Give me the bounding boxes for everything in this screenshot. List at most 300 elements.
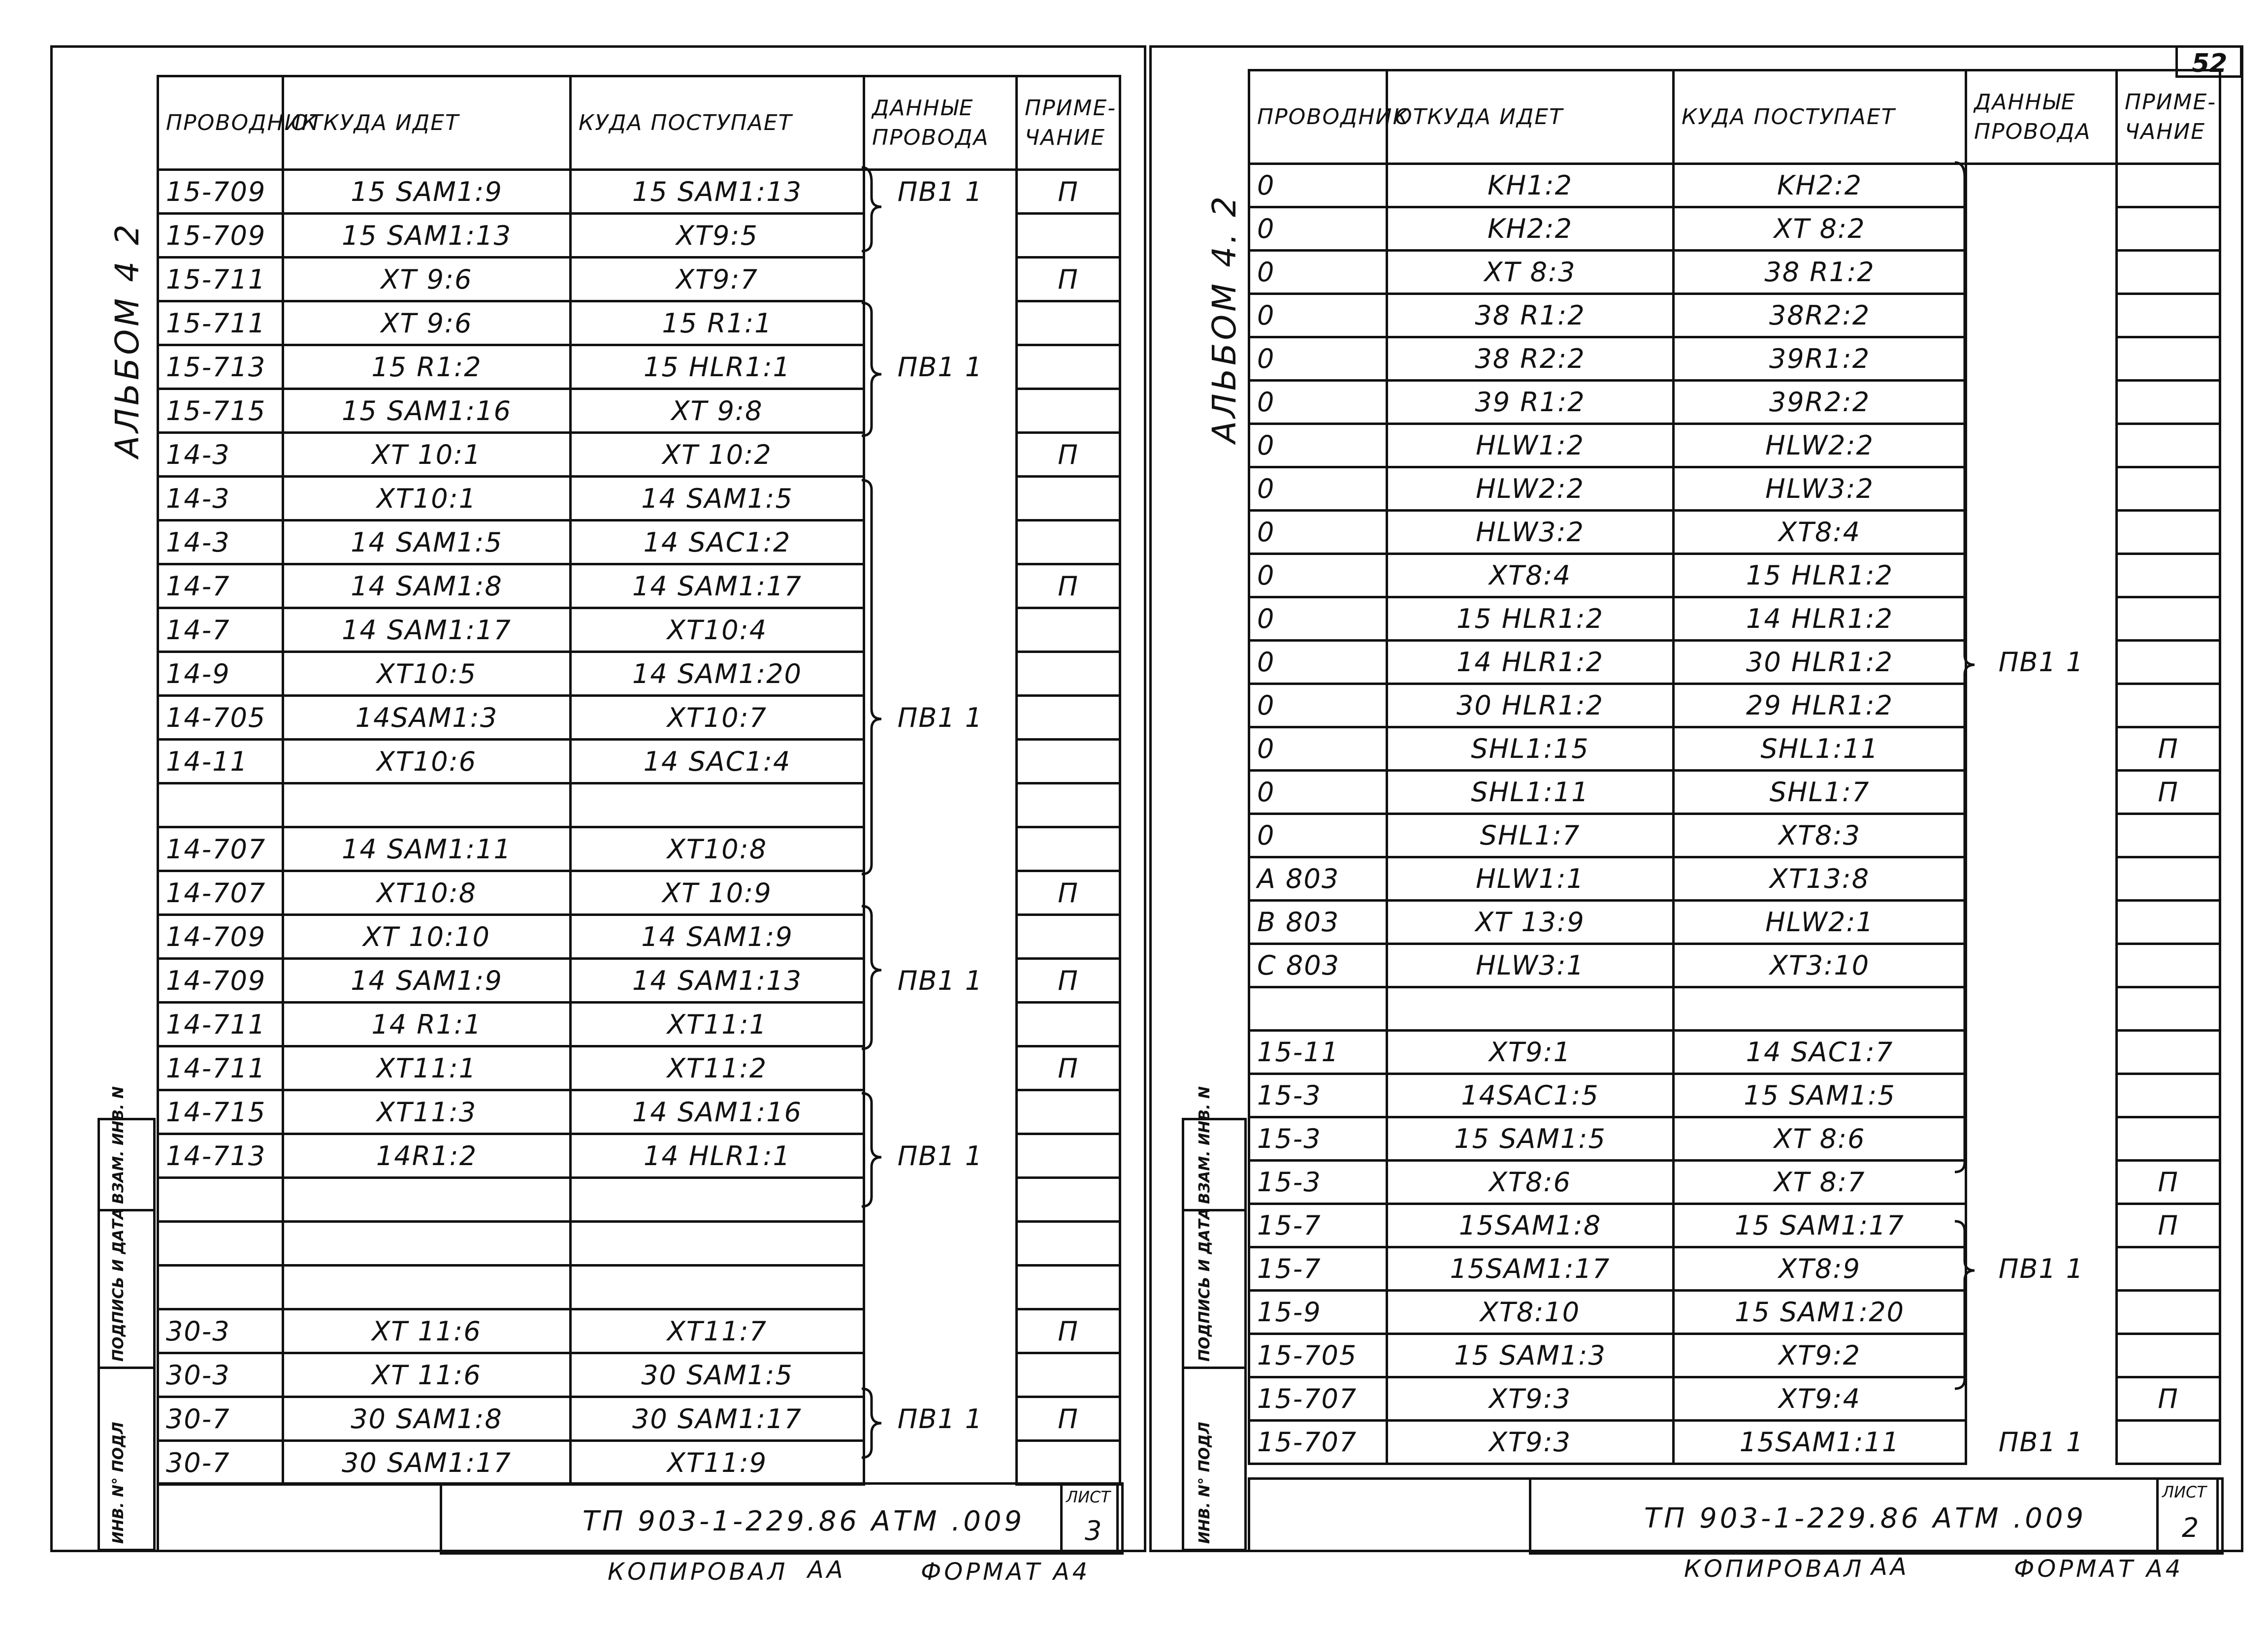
cell-conductor: 0 [1249, 641, 1387, 684]
cell-conductor: 30-7 [158, 1397, 283, 1441]
cell-to: 38R2:2 [1674, 294, 1966, 337]
cell-from: SHL1:11 [1387, 771, 1674, 814]
left-doc-code: ТП 903-1-229.86 АТМ .009 [583, 1505, 1025, 1537]
cell-from: 14 SAM1:5 [283, 521, 571, 564]
cell-to: 29 HLR1:2 [1674, 684, 1966, 727]
page-number: 52 [2192, 49, 2228, 78]
cell-to: XT10:4 [571, 608, 864, 652]
cell-from: 14 SAM1:8 [283, 564, 571, 608]
left-title-block [157, 1482, 1119, 1552]
cell-from: 14SAC1:5 [1387, 1074, 1674, 1117]
cell-to: 14 SAC1:4 [571, 740, 864, 783]
cell-note [1017, 1134, 1120, 1178]
cell-to: 39R1:2 [1674, 337, 1966, 381]
cell-to: 30 SAM1:17 [571, 1397, 864, 1441]
cell-conductor: 30-3 [158, 1353, 283, 1397]
table-row [1249, 597, 2220, 641]
table-row [1249, 381, 2220, 424]
table-row [1249, 684, 2220, 727]
cell-note [1017, 1441, 1120, 1485]
right-sheet-number: 2 [2182, 1512, 2199, 1543]
cell-note: П [2117, 771, 2220, 814]
table-row [1249, 1421, 2220, 1464]
cell-note [1017, 652, 1120, 696]
table-row [1249, 1334, 2220, 1377]
cell-note [1017, 915, 1120, 959]
table-row [1249, 1117, 2220, 1161]
cell-note: П [1017, 170, 1120, 214]
cell-to: HLW2:1 [1674, 901, 1966, 944]
cell-conductor: 14-715 [158, 1090, 283, 1134]
cell-to: XT 10:9 [571, 871, 864, 915]
cell-to [571, 783, 864, 827]
table-row [158, 477, 1120, 521]
cell-wire-data [1966, 944, 2117, 987]
cell-from: 14 SAM1:11 [283, 827, 571, 871]
cell-conductor: 0 [1249, 467, 1387, 511]
header-wire-data: ДАННЫЕ ПРОВОДА [1966, 70, 2117, 164]
cell-wire-data [1966, 1291, 2117, 1334]
table-row [158, 1266, 1120, 1309]
cell-note [2117, 337, 2220, 381]
cell-note [1017, 1266, 1120, 1309]
cell-from: 15 SAM1:3 [1387, 1334, 1674, 1377]
cell-wire-data [1966, 857, 2117, 901]
cell-from: XT 11:6 [283, 1309, 571, 1353]
cell-note [1017, 740, 1120, 783]
table-row [158, 345, 1120, 389]
cell-note [1017, 783, 1120, 827]
cell-to: 15 SAM1:5 [1674, 1074, 1966, 1117]
cell-conductor: 0 [1249, 727, 1387, 771]
cell-from: 15 HLR1:2 [1387, 597, 1674, 641]
cell-note [2117, 857, 2220, 901]
cell-to: 15SAM1:11 [1674, 1421, 1966, 1464]
cell-conductor [158, 783, 283, 827]
cell-conductor: 15-9 [1249, 1291, 1387, 1334]
left-sidebar-stamp [97, 1086, 156, 1551]
table-row [1249, 164, 2220, 207]
cell-wire-data [1966, 1204, 2117, 1247]
cell-to: 38 R1:2 [1674, 251, 1966, 294]
cell-to: XT10:7 [571, 696, 864, 740]
cell-note [2117, 944, 2220, 987]
table-row [1249, 1031, 2220, 1074]
header-to: КУДА ПОСТУПАЕТ [571, 76, 864, 170]
cell-wire-data: ПВ1 1 [1966, 1421, 2117, 1464]
cell-to: XT11:9 [571, 1441, 864, 1485]
cell-to: 15 R1:1 [571, 301, 864, 345]
cell-to: 14 HLR1:2 [1674, 597, 1966, 641]
cell-conductor: 14-3 [158, 521, 283, 564]
cell-note [1017, 521, 1120, 564]
cell-conductor: 14-705 [158, 696, 283, 740]
cell-conductor [158, 1222, 283, 1266]
cell-to: HLW3:2 [1674, 467, 1966, 511]
cell-conductor: 0 [1249, 337, 1387, 381]
cell-conductor: 14-3 [158, 433, 283, 477]
cell-to: 39R2:2 [1674, 381, 1966, 424]
cell-note [2117, 424, 2220, 467]
cell-note [1017, 1222, 1120, 1266]
table-row [1249, 294, 2220, 337]
cell-conductor: 14-709 [158, 959, 283, 1003]
cell-conductor: 15-705 [1249, 1334, 1387, 1377]
cell-wire-data: ПВ1 1 [864, 345, 1017, 389]
right-wiring-table [1248, 69, 2221, 1465]
cell-conductor [158, 1178, 283, 1222]
cell-from: SHL1:15 [1387, 727, 1674, 771]
cell-note [2117, 207, 2220, 251]
cell-to: 14 SAC1:2 [571, 521, 864, 564]
right-sidebar-label-3: ВЗАМ. ИНВ. N [1196, 1086, 1213, 1204]
cell-from: XT 10:10 [283, 915, 571, 959]
table-row [1249, 1247, 2220, 1291]
table-row [1249, 857, 2220, 901]
cell-to: 14 SAM1:5 [571, 477, 864, 521]
cell-note: П [1017, 959, 1120, 1003]
cell-wire-data [1966, 1334, 2117, 1377]
cell-from [283, 1178, 571, 1222]
cell-note: П [1017, 258, 1120, 301]
cell-conductor: 0 [1249, 251, 1387, 294]
cell-from: 38 R1:2 [1387, 294, 1674, 337]
left-wiring-table [157, 75, 1121, 1486]
header-conductor: ПРОВОДНИК [1249, 70, 1387, 164]
cell-conductor: 30-3 [158, 1309, 283, 1353]
cell-to: HLW2:2 [1674, 424, 1966, 467]
cell-to: XT9:2 [1674, 1334, 1966, 1377]
cell-conductor: 0 [1249, 597, 1387, 641]
right-sidebar-label-1: ИНВ. N° ПОДЛ [1196, 1422, 1213, 1544]
header-note: ПРИМЕ-ЧАНИЕ [2117, 70, 2220, 164]
cell-conductor: 0 [1249, 294, 1387, 337]
cell-from: XT10:8 [283, 871, 571, 915]
cell-from: XT9:3 [1387, 1421, 1674, 1464]
cell-wire-data: ПВ1 1 [864, 1397, 1017, 1441]
cell-note: П [1017, 433, 1120, 477]
cell-to: 14 SAM1:16 [571, 1090, 864, 1134]
cell-note [2117, 1421, 2220, 1464]
cell-from: XT8:10 [1387, 1291, 1674, 1334]
cell-note [1017, 608, 1120, 652]
cell-conductor: 15-711 [158, 301, 283, 345]
table-row [158, 827, 1120, 871]
cell-wire-data [1966, 771, 2117, 814]
cell-note [2117, 381, 2220, 424]
cell-to: 15 SAM1:20 [1674, 1291, 1966, 1334]
cell-conductor: 15-711 [158, 258, 283, 301]
table-row [158, 1178, 1120, 1222]
cell-note: П [2117, 727, 2220, 771]
table-row [158, 1003, 1120, 1046]
cell-note [1017, 1353, 1120, 1397]
cell-from: SHL1:7 [1387, 814, 1674, 857]
cell-to: XT11:7 [571, 1309, 864, 1353]
cell-from: 15SAM1:17 [1387, 1247, 1674, 1291]
cell-note [2117, 164, 2220, 207]
cell-from: XT 8:3 [1387, 251, 1674, 294]
cell-to [571, 1266, 864, 1309]
cell-conductor [158, 1266, 283, 1309]
cell-wire-data [1966, 684, 2117, 727]
left-braces [857, 167, 891, 1472]
table-row [1249, 814, 2220, 857]
cell-to: XT9:7 [571, 258, 864, 301]
cell-to: KH2:2 [1674, 164, 1966, 207]
cell-to: 15 SAM1:13 [571, 170, 864, 214]
table-row [158, 301, 1120, 345]
right-sidebar-label-2: ПОДПИСЬ И ДАТА [1196, 1207, 1213, 1362]
cell-from: XT 10:1 [283, 433, 571, 477]
cell-to: XT 9:8 [571, 389, 864, 433]
cell-conductor: 15-11 [1249, 1031, 1387, 1074]
table-row [1249, 1074, 2220, 1117]
cell-from: 14SAM1:3 [283, 696, 571, 740]
cell-conductor: 14-7 [158, 564, 283, 608]
cell-note: П [1017, 1046, 1120, 1090]
cell-from: HLW2:2 [1387, 467, 1674, 511]
table-row [1249, 727, 2220, 771]
header-conductor: ПРОВОДНИК [158, 76, 283, 170]
table-row [158, 1353, 1120, 1397]
cell-conductor: 30-7 [158, 1441, 283, 1485]
cell-conductor: 0 [1249, 554, 1387, 597]
cell-from [283, 1222, 571, 1266]
cell-conductor: 14-707 [158, 827, 283, 871]
cell-note [2117, 1074, 2220, 1117]
table-row [158, 1134, 1120, 1178]
cell-note [2117, 641, 2220, 684]
left-copied-sign: АА [808, 1556, 846, 1584]
cell-wire-data [1966, 294, 2117, 337]
cell-note [2117, 987, 2220, 1031]
cell-to: 14 SAM1:20 [571, 652, 864, 696]
cell-to: 14 SAM1:13 [571, 959, 864, 1003]
cell-from: 15 SAM1:16 [283, 389, 571, 433]
cell-from: 30 HLR1:2 [1387, 684, 1674, 727]
cell-to: 30 HLR1:2 [1674, 641, 1966, 684]
right-copied-sign: АА [1871, 1553, 1910, 1581]
cell-to: SHL1:11 [1674, 727, 1966, 771]
right-sheet-label: ЛИСТ [2162, 1483, 2206, 1501]
table-row [1249, 511, 2220, 554]
cell-from: 30 SAM1:8 [283, 1397, 571, 1441]
cell-from: 15SAM1:8 [1387, 1204, 1674, 1247]
cell-to: 30 SAM1:5 [571, 1353, 864, 1397]
cell-conductor: 14-711 [158, 1046, 283, 1090]
cell-wire-data [1966, 381, 2117, 424]
cell-from: XT11:1 [283, 1046, 571, 1090]
table-row [158, 1222, 1120, 1266]
table-row [158, 1046, 1120, 1090]
cell-to: XT11:2 [571, 1046, 864, 1090]
cell-wire-data [1966, 554, 2117, 597]
cell-wire-data [1966, 901, 2117, 944]
cell-conductor: 14-11 [158, 740, 283, 783]
cell-note: П [2117, 1377, 2220, 1421]
cell-from: KH1:2 [1387, 164, 1674, 207]
table-row [1249, 901, 2220, 944]
cell-note: П [1017, 1397, 1120, 1441]
right-copied-label: КОПИРОВАЛ [1684, 1555, 1865, 1583]
cell-from: XT11:3 [283, 1090, 571, 1134]
cell-to: XT 8:2 [1674, 207, 1966, 251]
cell-to: 14 SAM1:9 [571, 915, 864, 959]
table-row [158, 258, 1120, 301]
right-braces [1950, 163, 1984, 1472]
cell-to: 14 SAM1:17 [571, 564, 864, 608]
table-row [158, 871, 1120, 915]
table-row [158, 608, 1120, 652]
cell-wire-data: ПВ1 1 [864, 696, 1017, 740]
cell-note [2117, 1031, 2220, 1074]
cell-note [2117, 1247, 2220, 1291]
cell-conductor: 14-707 [158, 871, 283, 915]
cell-wire-data [1966, 814, 2117, 857]
header-note: ПРИМЕ-ЧАНИЕ [1017, 76, 1120, 170]
table-row [1249, 1161, 2220, 1204]
cell-from: 39 R1:2 [1387, 381, 1674, 424]
table-row [1249, 1204, 2220, 1247]
table-row [158, 959, 1120, 1003]
cell-conductor: 14-713 [158, 1134, 283, 1178]
cell-note: П [1017, 1309, 1120, 1353]
cell-conductor: 15-3 [1249, 1074, 1387, 1117]
cell-from: HLW3:2 [1387, 511, 1674, 554]
table-row [1249, 1377, 2220, 1421]
cell-from: KH2:2 [1387, 207, 1674, 251]
cell-conductor: 0 [1249, 771, 1387, 814]
cell-from [283, 1266, 571, 1309]
cell-note [2117, 467, 2220, 511]
cell-to: XT 8:7 [1674, 1161, 1966, 1204]
cell-note [2117, 1291, 2220, 1334]
cell-from: 14 SAM1:17 [283, 608, 571, 652]
cell-note: П [2117, 1204, 2220, 1247]
cell-from: XT 11:6 [283, 1353, 571, 1397]
cell-from: XT8:6 [1387, 1161, 1674, 1204]
cell-to [571, 1178, 864, 1222]
table-row [1249, 987, 2220, 1031]
cell-to: 14 HLR1:1 [571, 1134, 864, 1178]
cell-note [1017, 477, 1120, 521]
table-row [1249, 771, 2220, 814]
left-sidebar-label-1: ИНВ. N° ПОДЛ [110, 1422, 127, 1544]
header-wire-data: ДАННЫЕ ПРОВОДА [864, 76, 1017, 170]
table-row [1249, 207, 2220, 251]
left-album-label: АЛЬБОМ 4 2 [108, 221, 146, 458]
cell-from: 15 SAM1:5 [1387, 1117, 1674, 1161]
cell-from [1387, 987, 1674, 1031]
cell-from: HLW3:1 [1387, 944, 1674, 987]
cell-note [2117, 294, 2220, 337]
table-row [1249, 337, 2220, 381]
cell-note [2117, 814, 2220, 857]
cell-note [2117, 901, 2220, 944]
table-row [158, 564, 1120, 608]
cell-from: XT 13:9 [1387, 901, 1674, 944]
cell-from: XT10:1 [283, 477, 571, 521]
cell-from: 15 SAM1:13 [283, 214, 571, 258]
cell-to: 15 SAM1:17 [1674, 1204, 1966, 1247]
cell-wire-data [1966, 337, 2117, 381]
cell-from: 30 SAM1:17 [283, 1441, 571, 1485]
cell-wire-data [1966, 424, 2117, 467]
cell-from: XT10:6 [283, 740, 571, 783]
cell-from: XT9:1 [1387, 1031, 1674, 1074]
cell-conductor: 0 [1249, 424, 1387, 467]
cell-wire-data [1966, 1377, 2117, 1421]
cell-conductor: 15-715 [158, 389, 283, 433]
cell-conductor: C 803 [1249, 944, 1387, 987]
cell-from: 14 HLR1:2 [1387, 641, 1674, 684]
left-copied-label: КОПИРОВАЛ [608, 1558, 788, 1586]
cell-note [1017, 389, 1120, 433]
cell-wire-data: ПВ1 1 [864, 959, 1017, 1003]
cell-conductor: 0 [1249, 381, 1387, 424]
table-row [158, 652, 1120, 696]
cell-to: XT9:5 [571, 214, 864, 258]
cell-from [283, 783, 571, 827]
cell-conductor: 15-7 [1249, 1204, 1387, 1247]
cell-to: XT13:8 [1674, 857, 1966, 901]
table-row [158, 783, 1120, 827]
left-sheet-label: ЛИСТ [1066, 1488, 1110, 1506]
header-from: ОТКУДА ИДЕТ [1387, 70, 1674, 164]
cell-conductor: 14-709 [158, 915, 283, 959]
cell-to: XT11:1 [571, 1003, 864, 1046]
cell-wire-data [1966, 727, 2117, 771]
cell-conductor: A 803 [1249, 857, 1387, 901]
table-row [1249, 944, 2220, 987]
cell-to: XT9:4 [1674, 1377, 1966, 1421]
cell-conductor: 0 [1249, 164, 1387, 207]
cell-wire-data: ПВ1 1 [864, 170, 1017, 214]
left-sidebar-label-3: ВЗАМ. ИНВ. N [110, 1086, 127, 1204]
table-row [1249, 554, 2220, 597]
table-row [1249, 424, 2220, 467]
table-row [158, 1309, 1120, 1353]
cell-to: XT10:8 [571, 827, 864, 871]
cell-conductor: 15-713 [158, 345, 283, 389]
cell-to: 15 HLR1:2 [1674, 554, 1966, 597]
cell-from: XT 9:6 [283, 258, 571, 301]
cell-wire-data [1966, 467, 2117, 511]
cell-conductor: 14-711 [158, 1003, 283, 1046]
cell-to [1674, 987, 1966, 1031]
table-row [1249, 251, 2220, 294]
cell-note: П [2117, 1161, 2220, 1204]
header-from: ОТКУДА ИДЕТ [283, 76, 571, 170]
cell-wire-data [1966, 1117, 2117, 1161]
right-format-label: ФОРМАТ А4 [2014, 1555, 2184, 1583]
cell-conductor: 14-9 [158, 652, 283, 696]
table-row [158, 521, 1120, 564]
cell-conductor: 15-709 [158, 170, 283, 214]
cell-from: HLW1:2 [1387, 424, 1674, 467]
cell-conductor: 15-709 [158, 214, 283, 258]
cell-conductor: 15-7 [1249, 1247, 1387, 1291]
table-row [158, 170, 1120, 214]
cell-note [1017, 696, 1120, 740]
cell-from: 14 SAM1:9 [283, 959, 571, 1003]
table-row [158, 1441, 1120, 1485]
right-doc-code: ТП 903-1-229.86 АТМ .009 [1644, 1502, 2087, 1534]
cell-from: XT 9:6 [283, 301, 571, 345]
cell-to: XT8:3 [1674, 814, 1966, 857]
table-row [158, 214, 1120, 258]
